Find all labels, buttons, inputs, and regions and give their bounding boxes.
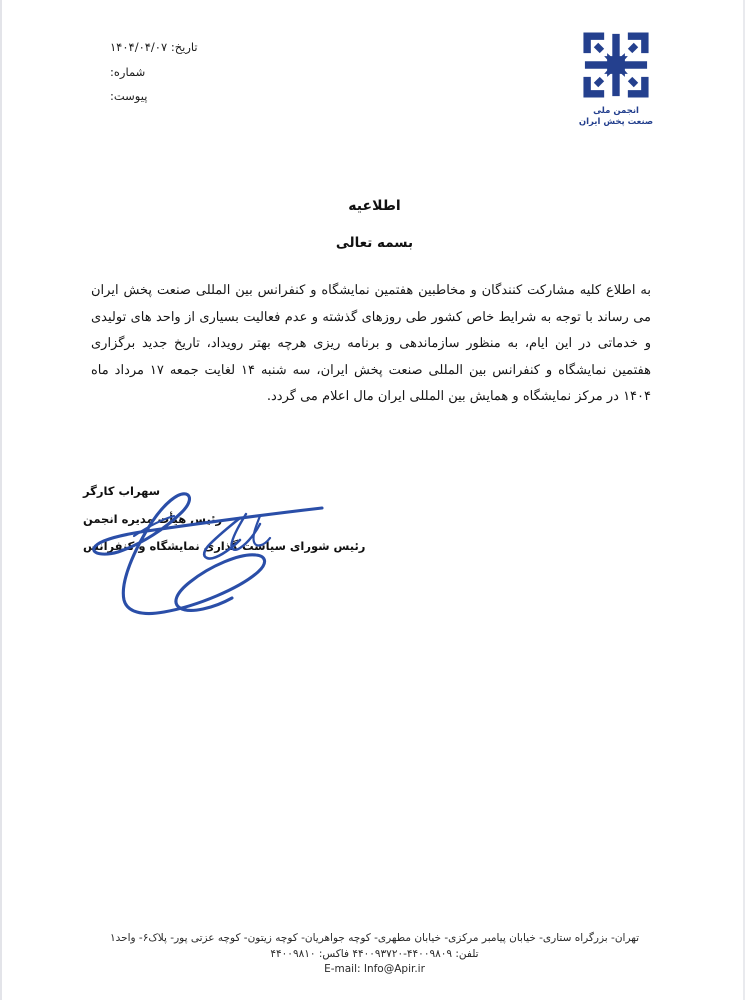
attachment-row: پیوست: [110, 89, 148, 103]
logo-caption-line2: صنعت پخش ایران [578, 117, 654, 128]
footer-email: E-mail: Info@Apir.ir [324, 963, 425, 976]
signatory-title-chairman: رئیس هیأت مدیره انجمن [83, 511, 223, 526]
basmalah-title: بسمه تعالی [335, 235, 414, 251]
page-title: اطلاعیه [348, 198, 401, 214]
logo-caption [561, 106, 671, 129]
document-body [91, 278, 651, 411]
footer-address: تهران- بزرگراه ستاری- خیابان پیامبر مرکزی- خیابان مطهری- کوچه جواهریان- کوچه زیتون- کوچه عزتی پور- پلاک۶- واحد۱ [109, 931, 640, 944]
association-emblem-icon [579, 28, 653, 102]
organization-logo [561, 28, 671, 129]
number-row: شماره: [110, 64, 146, 79]
body-paragraph: به اطلاع کلیه مشارکت کنندگان و مخاطبین هفتمین نمایشگاه و کنفرانس بین المللی صنعت پخش ایران می رساند با توجه به شرایط خاص کشور طی روزهای گذشته و عدم فعالیت بسیاری از واحد های تولیدی و خدماتی در این ایام، به منظور سازماندهی و برنامه ریزی هرچه بهتر رویداد، تاریخ جدید برگزاری هفتمین نمایشگاه و کنفرانس بین المللی صنعت پخش ایران، سه شنبه ۱۴ لغایت جمعه ۱۷ مرداد ماه ۱۴۰۴ در مرکز نمایشگاه و همایش بین المللی ایران مال اعلام می گردد. [91, 283, 651, 404]
signatory-title-policy-council: رئیس شورای سیاست گذاری نمایشگاه و کنفرانس [83, 539, 366, 553]
document-footer [2, 931, 745, 978]
logo-caption-line1: انجمن ملی [593, 106, 639, 116]
signatory-name: سهراب کارگر [83, 484, 161, 498]
signature-block [83, 486, 373, 553]
date-row: تاریخ: ۱۴۰۴/۰۴/۰۷ [110, 40, 198, 54]
document-meta [110, 42, 270, 116]
footer-telefax: تلفن: ۴۴۰۰۹۸۰۹-۴۴۰۰۹۳۷۲۰ فاکس: ۴۴۰۰۹۸۱۰ [270, 947, 479, 960]
